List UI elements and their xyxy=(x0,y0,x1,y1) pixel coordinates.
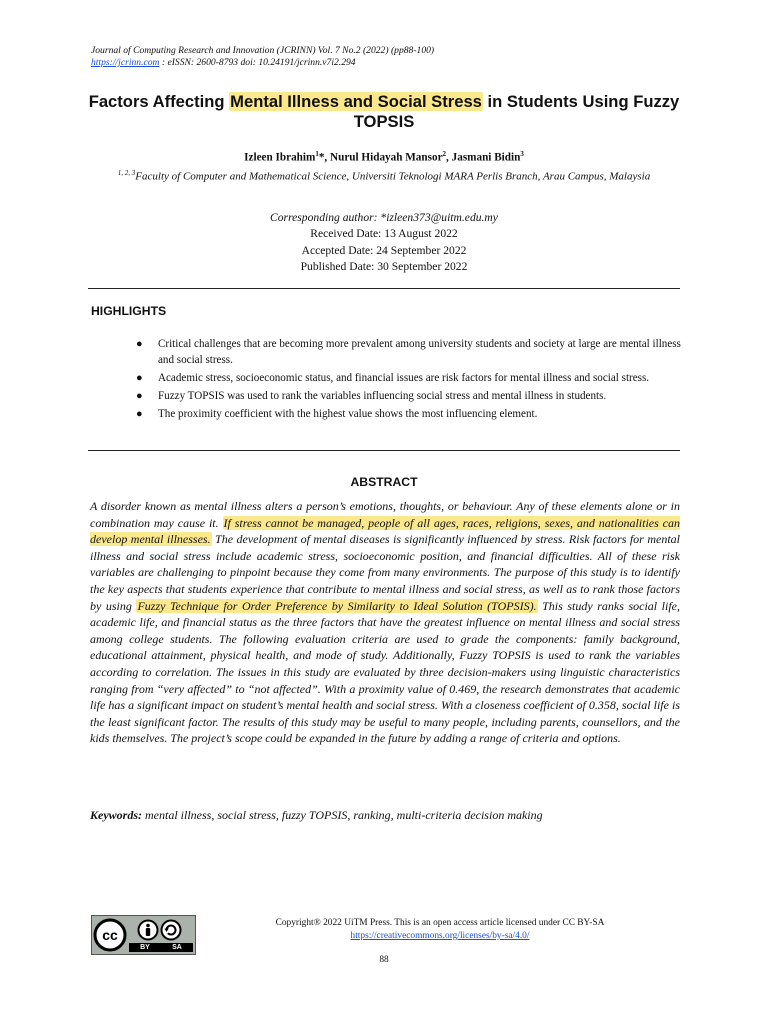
cc-by-icon xyxy=(139,921,158,940)
abstract-text: A disorder known as mental illness alters a person’s emotions, thoughts, or behaviour. Any of these elements alone or in combination may cause it. If stress cannot be managed, people of all ages, races, religions, sexes, and nationalities can develop mental illnesses. The development of mental diseases is significantly influenced by stress. Risk factors for mental illness and social stress include academic stress, socioeconomic position, and financial difficulties. All of these risk variables are challenging to pinpoint because they come from many environments. The purpose of this study is to identify the key aspects that students experience that contribute to mental illness and social stress, as well as to rank those factors by using Fuzzy Technique for Order Preference by Similarity to Ideal Solution (TOPSIS). This study ranks social life, academic life, and financial status as the three factors that have the greatest influence on mental illness and social stress among college students. The following evaluation criteria are used to grade the components: family background, educational attainment, physical health, and mode of study. Additionally, Fuzzy TOPSIS is used to rank the variables according to correlation. The issues in this study are evaluated by three decision-makers using linguistic characteristics ranging from “very affected” to “not affected”. With a proximity value of 0.469, the research demonstrates that academic life has a significant impact on student’s mental health and social stress. With a closeness coefficient of 0.358, social life is the least significant factor. The results of this study may be useful to many people, including parents, counsellors, and the kids themselves. The project’s scope could be expanded in the future by adding a range of criteria and options. xyxy=(90,499,680,746)
bullet-icon: ● xyxy=(136,338,143,350)
bullet-icon: ● xyxy=(136,407,143,420)
cc-sa-icon xyxy=(162,921,181,940)
author-3: Jasmani Bidin xyxy=(451,151,521,164)
published-date: Published Date: 30 September 2022 xyxy=(300,260,468,274)
abstract-heading: ABSTRACT xyxy=(350,475,418,489)
list-item: ● Academic stress, socioeconomic status, and financial issues are risk factors for mental illness and social stress. xyxy=(136,371,684,387)
highlights-heading: HIGHLIGHTS xyxy=(91,304,167,318)
keywords: Keywords: mental illness, social stress, fuzzy TOPSIS, ranking, multi-criteria decision making xyxy=(90,808,543,822)
author-1: Izleen Ibrahim xyxy=(244,151,316,164)
cc-sa-label: SA xyxy=(172,944,182,951)
cc-by-label: BY xyxy=(140,944,150,951)
abstract-highlight: If stress cannot be managed, people of all ages, races, religions, sexes, and nationalities can develop mental illnesses. xyxy=(90,515,680,547)
list-item: ● Critical challenges that are becoming more prevalent among university students and society at large are mental illness and social stress. xyxy=(136,338,681,366)
journal-citation: Journal of Computing Research and Innovation (JCRINN) Vol. 7 No.2 (2022) (pp88-100) xyxy=(91,45,435,56)
bullet-icon: ● xyxy=(136,371,143,384)
divider xyxy=(88,288,680,289)
received-date: Received Date: 13 August 2022 xyxy=(310,227,458,241)
issn-doi: : eISSN: 2600-8793 doi: 10.24191/jcrinn.v7i2.294 xyxy=(159,57,356,68)
journal-header xyxy=(91,45,434,69)
author-list: Izleen Ibrahim$^1$*, Nurul Hidayah Mansor$^2$, Jasmani Bidin$^3$ xyxy=(244,150,524,164)
list-item: ● The proximity coefficient with the highest value shows the most influencing element. xyxy=(136,407,684,423)
cc-terms xyxy=(129,943,193,952)
title-highlight: Mental Illness and Social Stress xyxy=(230,92,482,111)
abstract-highlight: Fuzzy Technique for Order Preference by Similarity to Ideal Solution (TOPSIS). xyxy=(137,598,537,613)
journal-identifiers xyxy=(91,57,434,69)
paper-title: Factors Affecting Mental Illness and Social Stress in Students Using Fuzzy TOPSIS xyxy=(88,92,680,131)
keywords-label: Keywords: xyxy=(90,808,142,822)
page-number: 88 xyxy=(379,955,389,965)
accepted-date: Accepted Date: 24 September 2022 xyxy=(301,243,467,257)
copyright-notice xyxy=(230,917,650,943)
copyright-text: Copyright® 2022 UiTM Press. This is an open access article licensed under CC BY-SA xyxy=(275,918,605,928)
article-dates xyxy=(60,210,708,276)
author-2: Nurul Hidayah Mansor xyxy=(330,151,443,164)
svg-text:cc: cc xyxy=(102,927,118,943)
highlights-list xyxy=(136,337,684,425)
license-link[interactable]: https://creativecommons.org/licenses/by-sa/4.0/ xyxy=(350,931,530,941)
list-item: ● Fuzzy TOPSIS was used to rank the variables influencing social stress and mental illness in students. xyxy=(136,389,684,405)
bullet-icon: ● xyxy=(136,389,143,402)
divider xyxy=(88,450,680,451)
journal-link[interactable]: https://jcrinn.com xyxy=(91,57,160,68)
corresponding-author: Corresponding author: *izleen373@uitm.edu.my xyxy=(270,211,498,224)
cc-license-badge[interactable] xyxy=(91,915,196,955)
affiliation: $^{1, 2, 3}$Faculty of Computer and Mathematical Science, Universiti Teknologi MARA Perlis Branch, Arau Campus, Malaysia xyxy=(117,169,651,183)
